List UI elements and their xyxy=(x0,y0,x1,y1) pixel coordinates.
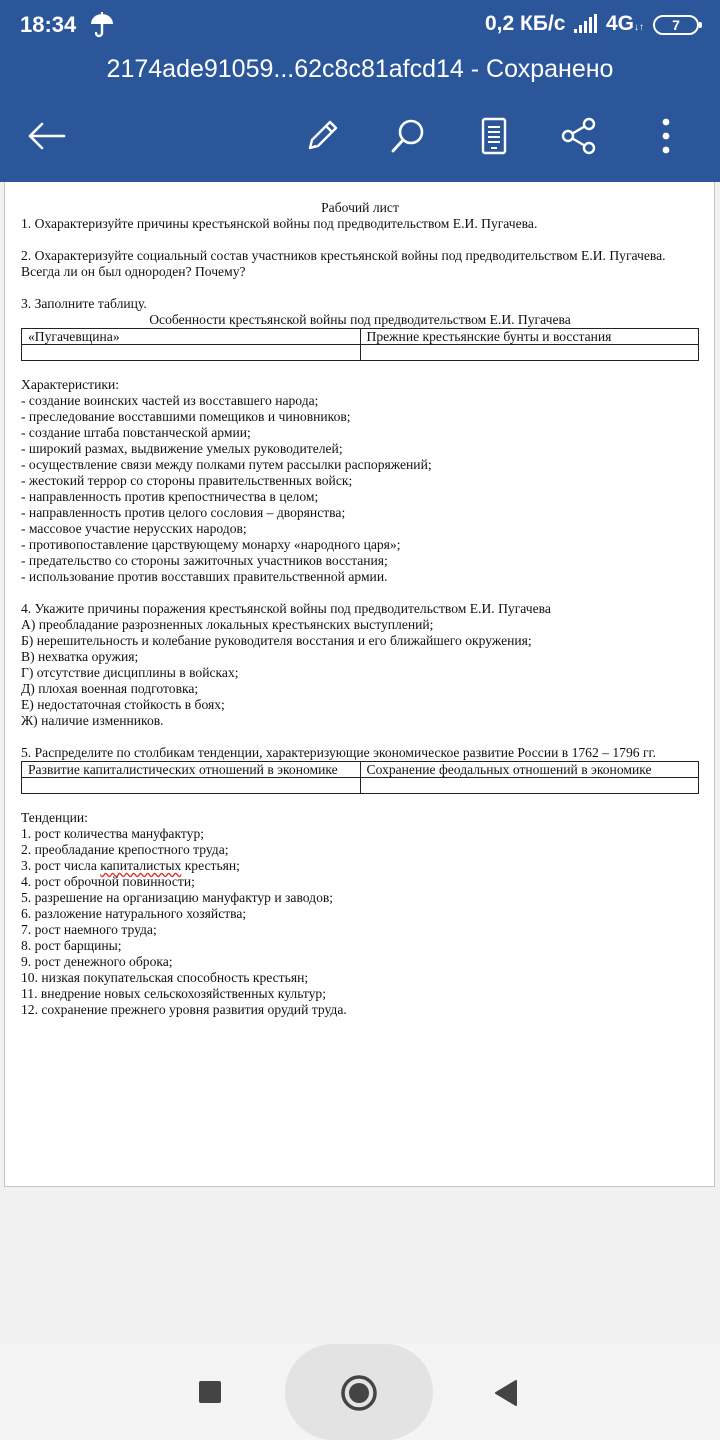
home-button[interactable] xyxy=(340,1374,378,1417)
table-1-header-col1: «Пугачевщина» xyxy=(22,329,361,345)
network-speed: 0,2 КБ/с xyxy=(485,12,566,35)
back-nav-button[interactable] xyxy=(494,1379,518,1412)
characteristic-item: - массовое участие нерусских народов; xyxy=(21,521,247,536)
characteristic-item: - использование против восставших правительственной армии. xyxy=(21,569,388,584)
document-icon xyxy=(479,116,509,156)
question-2-line-1: 2. Охарактеризуйте социальный состав участников крестьянской войны под предводительством Е.И. Пугачева. xyxy=(21,248,666,263)
reading-view-button[interactable] xyxy=(470,112,518,160)
tendency-item: 1. рост количества мануфактур; xyxy=(21,826,205,841)
characteristic-item: - широкий размах, выдвижение умелых руководителей; xyxy=(21,441,343,456)
share-button[interactable] xyxy=(555,112,603,160)
question-4-option: Г) отсутствие дисциплины в войсках; xyxy=(21,665,239,680)
network-activity: ↓↑ xyxy=(634,22,645,33)
pencil-icon xyxy=(302,116,342,156)
arrow-left-icon xyxy=(26,120,66,152)
characteristic-item: - преследование восставшими помещиков и чиновников; xyxy=(21,409,351,424)
table-1-caption: Особенности крестьянской войны под предводительством Е.И. Пугачева xyxy=(149,312,571,327)
network-type: 4G↓↑ xyxy=(606,12,645,35)
tendency-item: 3. рост числа капиталистых крестьян; xyxy=(21,858,240,873)
table-2-header-col2: Сохранение феодальных отношений в экономике xyxy=(360,762,699,778)
characteristic-item: - создание воинских частей из восставшего народа; xyxy=(21,393,319,408)
table-1-cell xyxy=(22,345,361,361)
question-5: 5. Распределите по столбикам тенденции, характеризующие экономическое развитие России в 1762 – 1796 гг. xyxy=(21,745,656,760)
document-body xyxy=(21,200,699,1018)
question-4: 4. Укажите причины поражения крестьянской войны под предводительством Е.И. Пугачева xyxy=(21,601,551,616)
characteristic-item: - предательство со стороны зажиточных участников восстания; xyxy=(21,553,388,568)
search-button[interactable] xyxy=(384,112,432,160)
question-4-option: Е) недостаточная стойкость в боях; xyxy=(21,697,225,712)
worksheet-title: Рабочий лист xyxy=(321,200,399,215)
tendency-item: 8. рост барщины; xyxy=(21,938,122,953)
table-1-header-col2: Прежние крестьянские бунты и восстания xyxy=(360,329,699,345)
tendencies-header: Тенденции: xyxy=(21,810,88,825)
characteristic-item: - создание штаба повстанческой армии; xyxy=(21,425,251,440)
characteristics-header: Характеристики: xyxy=(21,377,120,392)
table-1 xyxy=(21,328,699,361)
document-title: 2174ade91059...62c8c81afcd14 - Сохранено xyxy=(106,55,614,83)
more-vertical-icon xyxy=(661,118,671,154)
search-icon xyxy=(388,116,428,156)
question-4-option: Д) плохая военная подготовка; xyxy=(21,681,199,696)
document-page[interactable] xyxy=(4,182,715,1187)
table-2-cell xyxy=(22,778,361,794)
characteristic-item: - жестокий террор со стороны правительственных войск; xyxy=(21,473,353,488)
tendency-item: 4. рост оброчной повинности; xyxy=(21,874,195,889)
tendency-item: 2. преобладание крепостного труда; xyxy=(21,842,229,857)
recents-button[interactable] xyxy=(198,1380,222,1409)
characteristic-item: - направленность против крепостничества в целом; xyxy=(21,489,319,504)
back-button[interactable] xyxy=(22,112,70,160)
question-2-line-2: Всегда ли он был однороден? Почему? xyxy=(21,264,246,279)
app-bar xyxy=(0,0,720,182)
signal-icon xyxy=(574,14,602,39)
question-4-option: А) преобладание разрозненных локальных крестьянских выступлений; xyxy=(21,617,434,632)
circle-home-icon xyxy=(340,1399,378,1416)
table-1-cell xyxy=(360,345,699,361)
battery-indicator: 7 xyxy=(653,15,699,35)
table-2-header-col1: Развитие капиталистических отношений в экономике xyxy=(22,762,361,778)
tendency-item: 12. сохранение прежнего уровня развития орудий труда. xyxy=(21,1002,347,1017)
characteristic-item: - осуществление связи между полками путем рассылки распоряжений; xyxy=(21,457,432,472)
tendency-item: 9. рост денежного оброка; xyxy=(21,954,173,969)
tendency-item: 7. рост наемного труда; xyxy=(21,922,157,937)
question-4-option: В) нехватка оружия; xyxy=(21,649,139,664)
tendency-item: 11. внедрение новых сельскохозяйственных культур; xyxy=(21,986,327,1001)
table-2 xyxy=(21,761,699,794)
tendency-item: 10. низкая покупательская способность крестьян; xyxy=(21,970,309,985)
more-options-button[interactable] xyxy=(642,112,690,160)
tendency-item: 6. разложение натурального хозяйства; xyxy=(21,906,247,921)
tendency-item: 5. разрешение на организацию мануфактур и заводов; xyxy=(21,890,334,905)
question-4-option: Ж) наличие изменников. xyxy=(21,713,164,728)
question-1: 1. Охарактеризуйте причины крестьянской войны под предводительством Е.И. Пугачева. xyxy=(21,216,538,231)
share-icon xyxy=(559,116,599,156)
status-bar xyxy=(0,0,720,52)
table-2-cell xyxy=(360,778,699,794)
question-3: 3. Заполните таблицу. xyxy=(21,296,147,311)
status-time: 18:34 xyxy=(20,12,77,37)
question-4-option: Б) нерешительность и колебание руководителя восстания и его ближайшего окружения; xyxy=(21,633,532,648)
square-icon xyxy=(198,1391,222,1408)
spellcheck-word[interactable]: капиталистых xyxy=(100,858,182,873)
triangle-back-icon xyxy=(494,1394,518,1411)
edit-button[interactable] xyxy=(298,112,346,160)
umbrella-icon xyxy=(89,12,115,43)
characteristic-item: - направленность против целого сословия – дворянства; xyxy=(21,505,346,520)
characteristic-item: - противопоставление царствующему монарху «народного царя»; xyxy=(21,537,401,552)
